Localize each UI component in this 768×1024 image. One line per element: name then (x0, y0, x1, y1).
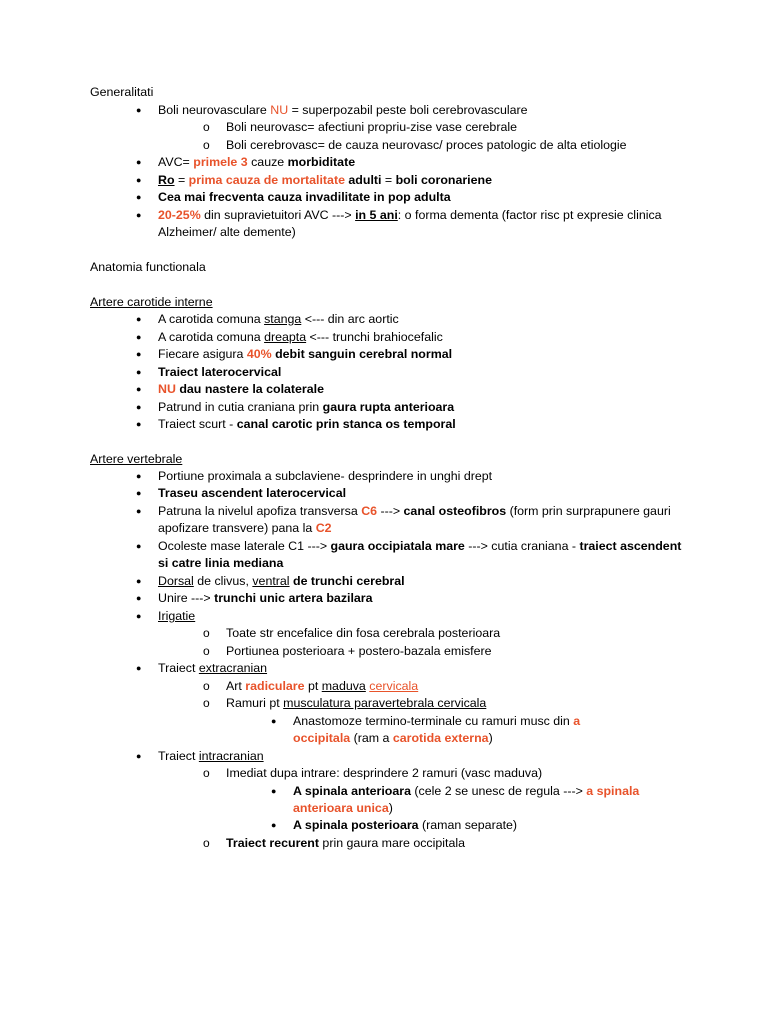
text-run: primele 3 (193, 155, 248, 169)
text-run: Unire ---> (158, 591, 215, 605)
text-line (158, 381, 324, 398)
text-line (226, 643, 492, 660)
circle-bullet-icon: o (203, 138, 210, 152)
text-run: Traseu ascendent laterocervical (158, 486, 347, 500)
text-run: : o forma dementa (factor risc pt expresie clinica (397, 208, 662, 222)
text-run: ) (488, 731, 493, 745)
disc-bullet-icon: ● (136, 488, 142, 498)
text-line (158, 346, 452, 363)
text-line (226, 625, 500, 642)
text-run: (cele 2 se unesc de regula ---> (410, 784, 587, 798)
text-run: Portiunea posterioara + postero-bazala emisfere (226, 644, 492, 658)
disc-bullet-icon: ● (136, 541, 142, 551)
text-line (158, 468, 492, 485)
text-run: pt (304, 679, 322, 693)
text-line (158, 573, 405, 590)
text-line (158, 748, 264, 765)
disc-bullet-icon: ● (136, 402, 142, 412)
text-run: <--- trunchi brahiocefalic (306, 330, 443, 344)
text-run: ventral (252, 574, 290, 588)
text-run: maduva (321, 679, 366, 693)
text-run: C6 (361, 504, 378, 518)
text-run: Ro (158, 173, 175, 187)
section-heading (90, 451, 182, 468)
text-run: prin gaura mare occipitala (318, 836, 465, 850)
disc-bullet-icon: ● (271, 716, 277, 726)
text-run: ) (388, 801, 393, 815)
text-run: Boli cerebrovasc= de cauza neurovasc/ proces patologic de alta etiologie (226, 138, 627, 152)
text-line (158, 485, 346, 502)
text-run: artera bazilara (288, 591, 373, 605)
text-run: Anastomoze termino-terminale cu ramuri musc din (293, 714, 574, 728)
disc-bullet-icon: ● (136, 210, 142, 220)
circle-bullet-icon: o (203, 120, 210, 134)
text-run: prima cauza de mortalitate (188, 173, 345, 187)
text-line (158, 172, 492, 189)
text-run: = (174, 173, 189, 187)
text-run: boli coronariene (395, 173, 492, 187)
text-line (293, 817, 517, 834)
section-heading (90, 259, 206, 276)
disc-bullet-icon: ● (136, 419, 142, 429)
text-line (158, 538, 681, 555)
text-run: gaura occipiatala mare (330, 539, 465, 553)
text-run: Artere carotide interne (90, 295, 213, 309)
section-heading (90, 84, 153, 101)
text-run: radiculare (245, 679, 305, 693)
text-run: din supravietuitori AVC ---> (200, 208, 356, 222)
text-run: dau nastere la colaterale (175, 382, 324, 396)
text-run: Ocoleste mase laterale C1 ---> (158, 539, 331, 553)
text-run: cauze (247, 155, 288, 169)
text-line (158, 399, 454, 416)
text-line (158, 364, 281, 381)
text-line (158, 102, 528, 119)
text-run: dreapta (264, 330, 307, 344)
text-run: Artere vertebrale (90, 452, 183, 466)
text-run: (ram a (350, 731, 393, 745)
text-run: extracranian (198, 661, 268, 675)
text-run: NU (270, 103, 289, 117)
text-run: anterioara unica (293, 801, 389, 815)
text-run: Boli neurovasc= afectiuni propriu-zise vase cerebrale (226, 120, 517, 134)
text-run: traiect ascendent (579, 539, 682, 553)
text-run: a spinala (586, 784, 640, 798)
text-line (158, 154, 355, 171)
disc-bullet-icon: ● (271, 820, 277, 830)
text-line (226, 835, 465, 852)
disc-bullet-icon: ● (136, 471, 142, 481)
text-line (158, 207, 662, 224)
text-run: 40% (246, 347, 272, 361)
disc-bullet-icon: ● (136, 593, 142, 603)
text-line (226, 119, 517, 136)
text-line (293, 800, 393, 817)
text-run: de trunchi cerebral (289, 574, 405, 588)
text-run: (raman separate) (418, 818, 518, 832)
disc-bullet-icon: ● (136, 367, 142, 377)
text-line (226, 678, 418, 695)
text-run: <--- din arc aortic (301, 312, 399, 326)
text-run: intracranian (198, 749, 264, 763)
text-line (293, 783, 639, 800)
circle-bullet-icon: o (203, 626, 210, 640)
text-run: Anatomia functionala (90, 260, 206, 274)
text-run: Toate str encefalice din fosa cerebrala posterioara (226, 626, 501, 640)
circle-bullet-icon: o (203, 679, 210, 693)
text-run: Alzheimer/ alte demente) (158, 225, 296, 239)
text-line (226, 695, 486, 712)
disc-bullet-icon: ● (136, 611, 142, 621)
text-run: Patruna la nivelul apofiza transversa (158, 504, 362, 518)
text-run: Ramuri pt (226, 696, 284, 710)
text-run: A carotida comuna (158, 312, 265, 326)
text-line (293, 713, 580, 730)
text-run: Irigatie (158, 609, 196, 623)
text-run: Cea mai frecventa cauza invadilitate in pop adulta (158, 190, 451, 204)
text-run: Fiecare asigura (158, 347, 247, 361)
text-line (158, 590, 373, 607)
disc-bullet-icon: ● (136, 105, 142, 115)
disc-bullet-icon: ● (136, 576, 142, 586)
text-run: trunchi unic (214, 591, 286, 605)
text-line (158, 224, 296, 241)
text-line (158, 555, 283, 572)
circle-bullet-icon: o (203, 836, 210, 850)
text-line (158, 608, 195, 625)
text-run: ---> (377, 504, 404, 518)
text-run: Portiune proximala a subclaviene- desprindere in unghi drept (158, 469, 493, 483)
circle-bullet-icon: o (203, 766, 210, 780)
disc-bullet-icon: ● (136, 663, 142, 673)
text-line (226, 137, 627, 154)
text-line (226, 765, 542, 782)
text-run: carotida externa (392, 731, 489, 745)
text-run: = superpozabil peste boli cerebrovasculare (288, 103, 528, 117)
text-run: AVC= (158, 155, 194, 169)
text-line (158, 311, 399, 328)
text-run: gaura rupta anterioara (322, 400, 455, 414)
text-run: adulti (344, 173, 382, 187)
text-line (158, 416, 456, 433)
text-run: A spinala posterioara (293, 818, 419, 832)
disc-bullet-icon: ● (271, 786, 277, 796)
text-run: (form prin surprapunere gauri (506, 504, 671, 518)
disc-bullet-icon: ● (136, 384, 142, 394)
text-run: Traiect recurent (226, 836, 319, 850)
text-run: Generalitati (90, 85, 154, 99)
disc-bullet-icon: ● (136, 192, 142, 202)
text-line (158, 660, 267, 677)
text-run: Traiect (158, 749, 199, 763)
circle-bullet-icon: o (203, 696, 210, 710)
text-run: a (573, 714, 581, 728)
text-run: si catre linia mediana (158, 556, 284, 570)
text-run: in 5 ani (355, 208, 398, 222)
text-run: Boli neurovasculare (158, 103, 271, 117)
text-line (158, 503, 671, 520)
disc-bullet-icon: ● (136, 349, 142, 359)
text-run: stanga (264, 312, 302, 326)
text-run: Imediat dupa intrare: desprindere 2 ramuri (vasc maduva) (226, 766, 543, 780)
text-run: NU (158, 382, 176, 396)
disc-bullet-icon: ● (136, 175, 142, 185)
text-run: Dorsal (158, 574, 194, 588)
disc-bullet-icon: ● (136, 506, 142, 516)
text-run: Art (226, 679, 246, 693)
disc-bullet-icon: ● (136, 314, 142, 324)
text-run: musculatura paravertebrala cervicala (283, 696, 487, 710)
text-run: A carotida comuna (158, 330, 265, 344)
text-run: Traiect (158, 661, 199, 675)
text-run: occipitala (293, 731, 351, 745)
text-run: Patrund in cutia craniana prin (158, 400, 323, 414)
text-run: apofizare transvere) pana la (158, 521, 316, 535)
text-run: cervicala (369, 679, 419, 693)
text-run: canal carotic prin stanca os temporal (236, 417, 456, 431)
section-heading (90, 294, 213, 311)
text-run: Traiect laterocervical (158, 365, 282, 379)
text-line (158, 329, 443, 346)
text-line (293, 730, 493, 747)
text-run: debit sanguin cerebral normal (271, 347, 453, 361)
disc-bullet-icon: ● (136, 157, 142, 167)
text-run: canal osteofibros (403, 504, 507, 518)
text-line (158, 520, 332, 537)
text-run: A spinala anterioara (293, 784, 411, 798)
text-line (158, 189, 451, 206)
text-run: morbiditate (287, 155, 356, 169)
circle-bullet-icon: o (203, 644, 210, 658)
text-run: Traiect scurt - (158, 417, 237, 431)
disc-bullet-icon: ● (136, 332, 142, 342)
disc-bullet-icon: ● (136, 751, 142, 761)
text-run: 20-25% (158, 208, 201, 222)
text-run: = (381, 173, 396, 187)
text-run: C2 (315, 521, 332, 535)
text-run: de clivus, (193, 574, 253, 588)
text-run: ---> cutia craniana - (464, 539, 580, 553)
